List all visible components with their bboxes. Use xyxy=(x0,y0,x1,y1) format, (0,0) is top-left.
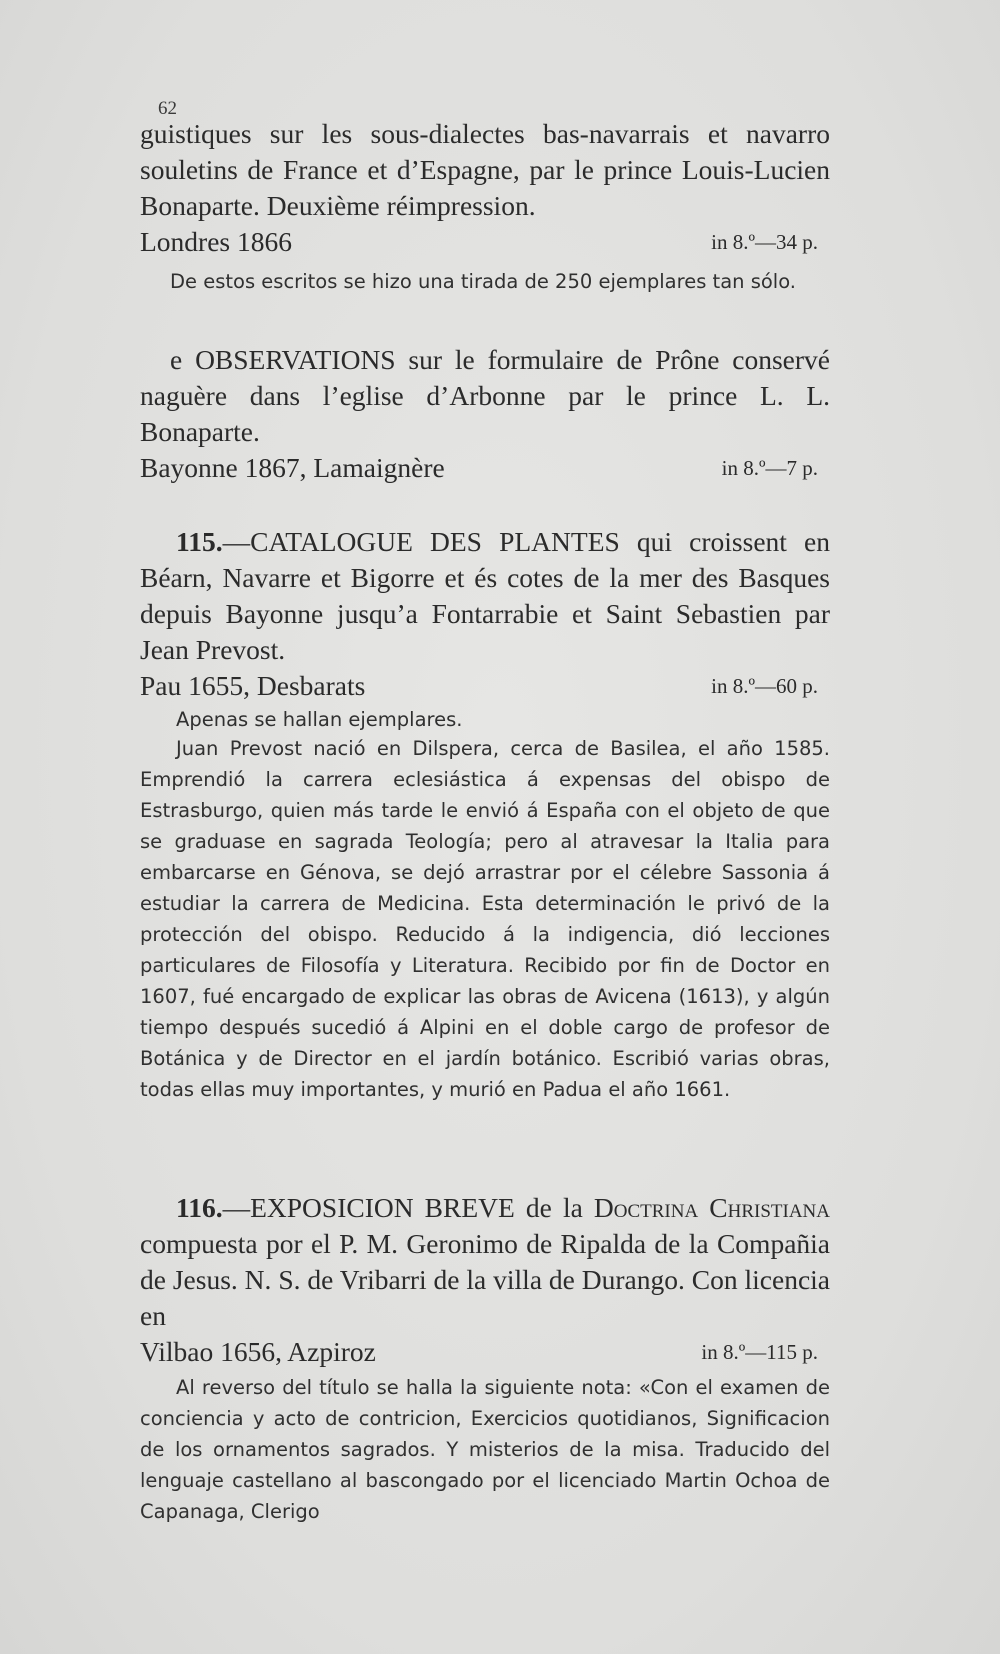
entry-115-body: —CATALOGUE DES PLANTES qui croissent en Béarn, Navarre et Bigorre et és cotes de la mer des Basques depuis Bayonne jusqu’a Fontarrabie et Saint Sebastien par Jean Prevost. xyxy=(140,526,830,665)
entry-116-imprint xyxy=(140,1334,830,1370)
entry-116-title-b: compuesta por el P. M. Geronimo de Ripalda de la Compañia de Jesus. N. S. de Vribarri de la villa de Durango. Con licencia en xyxy=(140,1228,830,1331)
entry-observations-imprint xyxy=(140,450,830,486)
page-number: 62 xyxy=(158,98,177,119)
entry-116-text xyxy=(140,1190,830,1334)
imprint-size: in 8.º—7 p. xyxy=(721,456,818,480)
entry-116-note: Al reverso del título se halla la siguiente nota: «Con el examen de conciencia y acto de contricion, Exercicios quotidianos, Significacion de los ornamentos sagrados. Y misterios de la misa. Traducido del lenguaje castellano al bascongado por el licenciado Martin Ochoa de Capanaga, Clerigo xyxy=(140,1376,830,1523)
imprint-size: in 8.º—34 p. xyxy=(711,230,818,254)
imprint-place: Bayonne 1867, Lamaignère xyxy=(140,452,445,483)
imprint-size: in 8.º—115 p. xyxy=(701,1340,818,1364)
imprint-place: Londres 1866 xyxy=(140,226,292,257)
entry-number: 116. xyxy=(176,1192,223,1223)
entry-116-title-smallcaps: Doctrina Christiana xyxy=(593,1192,830,1223)
imprint-place: Vilbao 1656, Azpiroz xyxy=(140,1336,376,1367)
entry-observations-body: OBSERVATIONS sur le formulaire de Prône conservé naguère dans l’eglise d’Arbonne par le prince L. L. Bonaparte. xyxy=(140,344,830,447)
entry-115-text xyxy=(140,524,830,668)
entry-number: 115. xyxy=(176,526,223,557)
entry-observations-text xyxy=(140,342,830,450)
entry-115-note-2: Juan Prevost nació en Dilspera, cerca de Basilea, el año 1585. Emprendió la carrera eclesiástica á expensas del obispo de Estrasburgo, quien más tarde le envió á España con el objeto de que se graduase en sagrada Teología; pero al atravesar la Italia para embarcarse en Génova, se dejó arrastrar por el célebre Sassonia á estudiar la carrera de Medicina. Esta determinación le privó de la protección del obispo. Reducido á la indigencia, dió lecciones particulares de Filosofía y Literatura. Recibido por fin de Doctor en 1607, fué encargado de explicar las obras de Avicena (1613), y algún tiempo después sucedió á Alpini en el doble cargo de profesor de Botánica y de Director en el jardín botánico. Escribió varias obras, todas ellas muy importantes, y murió en Padua el año 1661. xyxy=(140,737,830,1101)
entry-116-title-a: —EXPOSICION BREVE de la xyxy=(222,1192,594,1223)
entry-mark: e xyxy=(170,344,183,375)
imprint-size: in 8.º—60 p. xyxy=(711,674,818,698)
entry-115-imprint xyxy=(140,668,830,704)
entry-115-note-1: Apenas se hallan ejemplares. xyxy=(176,708,463,731)
imprint-place: Pau 1655, Desbarats xyxy=(140,670,366,701)
entry-louis-imprint xyxy=(140,224,830,260)
entry-louis-text: guistiques sur les sous-dialectes bas-navarrais et navarro souletins de France et d’Espagne, par le prince Louis-Lucien Bonaparte. Deuxième réimpression. xyxy=(140,118,830,221)
entry-louis-note: De estos escritos se hizo una tirada de 250 ejemplares tan sólo. xyxy=(170,270,796,293)
